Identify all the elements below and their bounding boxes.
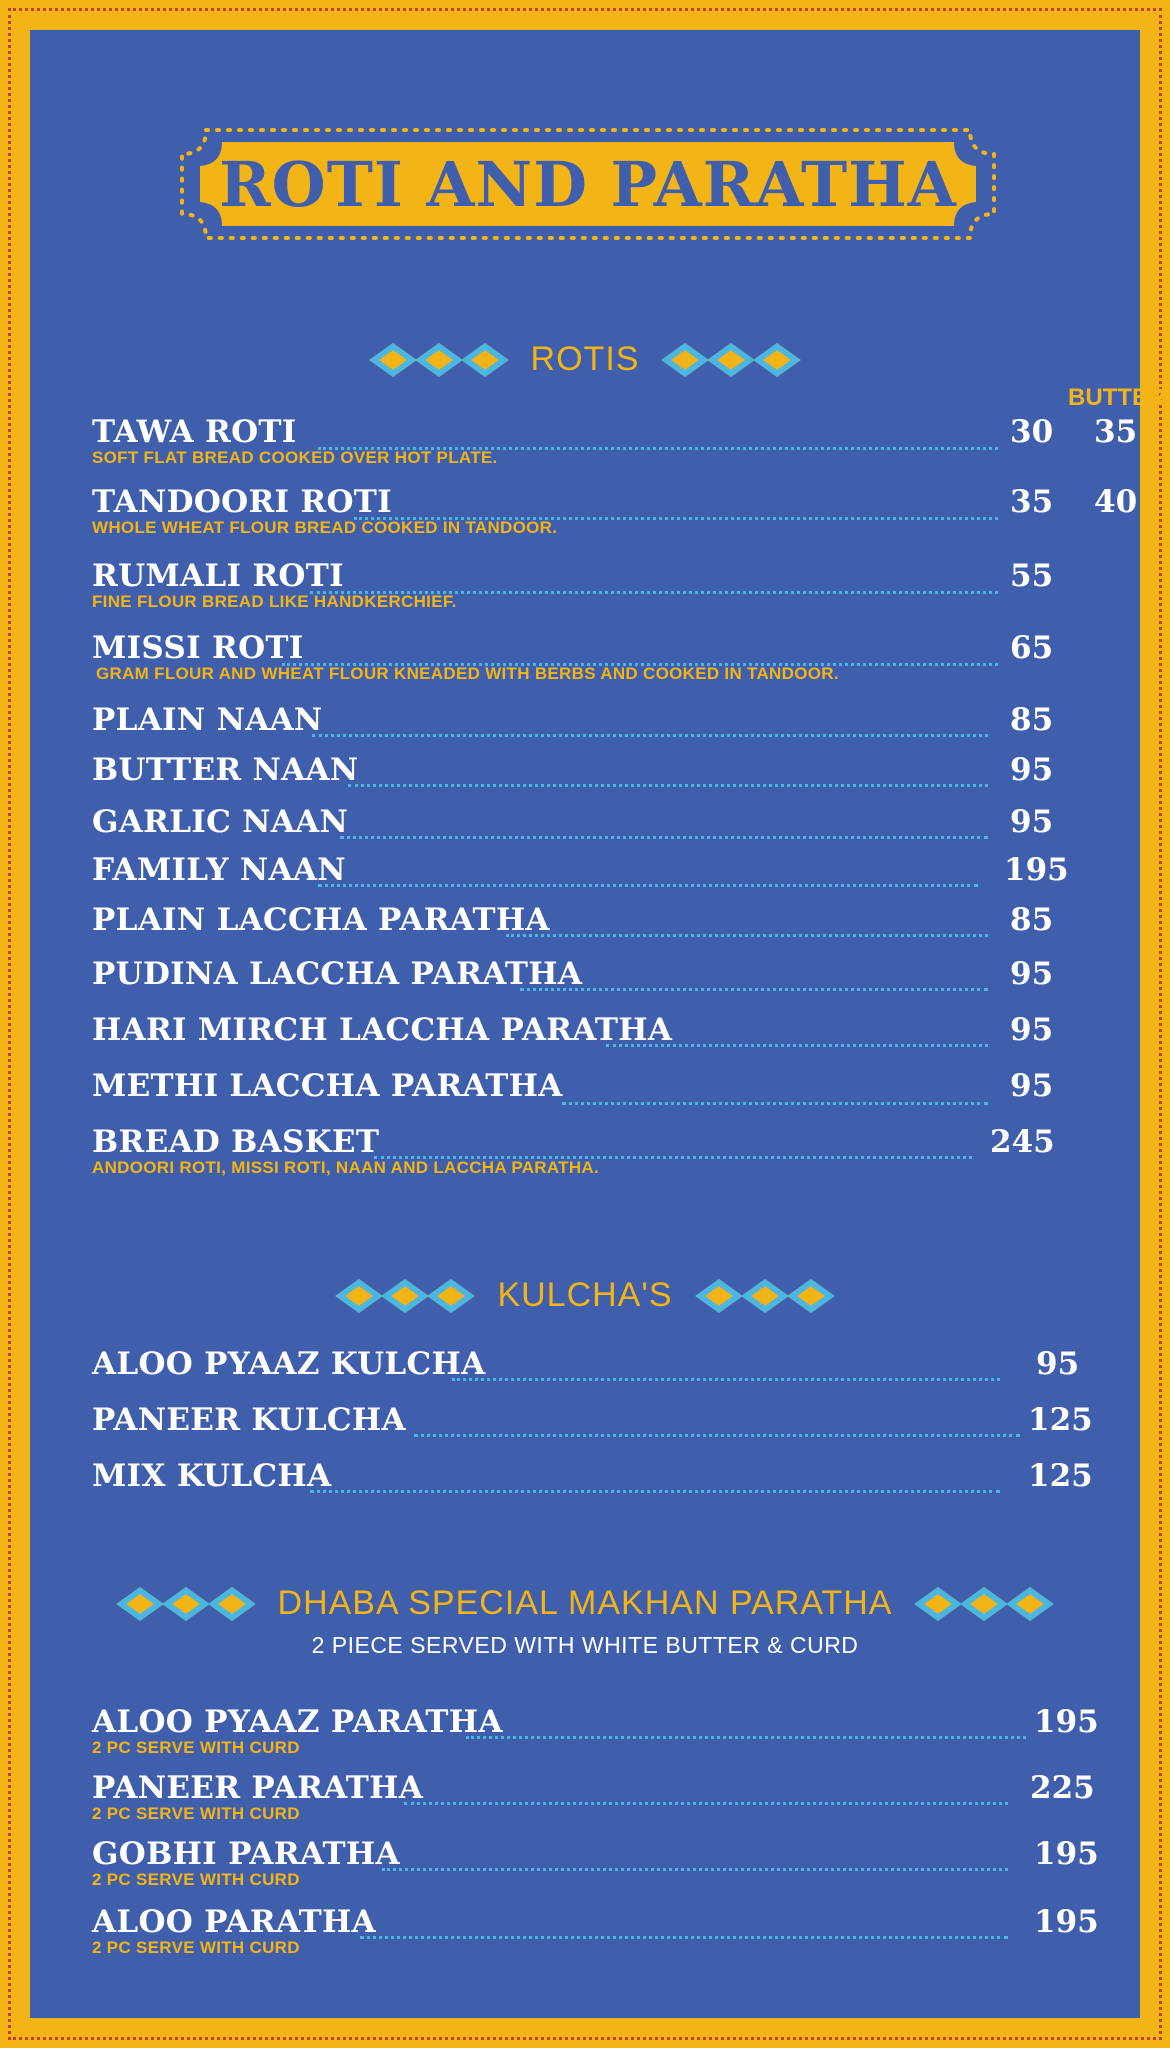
- diamond-icon: [1007, 1587, 1055, 1621]
- section-title-makhan: DHABA SPECIAL MAKHAN PARATHA: [277, 1584, 893, 1622]
- item-price: 195: [1034, 1836, 1099, 1872]
- dotted-leader: [506, 934, 988, 937]
- section-note: 2 PIECE SERVED WITH WHITE BUTTER & CURD: [311, 1632, 859, 1658]
- item-name: MIX KULCHA: [92, 1458, 332, 1494]
- item-price: 65: [1010, 630, 1054, 666]
- item-name: TANDOORI ROTI: [92, 484, 392, 520]
- diamond-icon: [961, 1587, 1009, 1621]
- diamond-icon: [116, 1587, 164, 1621]
- item-price: 85: [1010, 902, 1054, 938]
- diamond-icon: [787, 1279, 835, 1313]
- item-description: GRAM FLOUR AND WHEAT FLOUR KNEADED WITH BERBS AND COOKED IN TANDOOR.: [96, 664, 839, 683]
- item-description: 2 PC SERVE WITH CURD: [92, 1804, 300, 1823]
- dotted-leader: [310, 591, 998, 594]
- title-banner: [178, 110, 998, 258]
- item-name: HARI MIRCH LACCHA PARATHA: [92, 1012, 673, 1048]
- dotted-leader: [466, 1736, 1026, 1739]
- item-name: PANEER KULCHA: [92, 1402, 406, 1438]
- dotted-leader: [340, 836, 988, 839]
- item-name: GARLIC NAAN: [92, 804, 349, 840]
- item-name: RUMALI ROTI: [92, 558, 344, 594]
- item-price: 30: [1010, 414, 1054, 450]
- diamond-icon: [915, 1587, 963, 1621]
- dotted-leader: [348, 784, 988, 787]
- dotted-leader: [282, 663, 998, 666]
- diamond-icon: [695, 1279, 743, 1313]
- diamond-ornament-left: [347, 1284, 463, 1308]
- item-description: 2 PC SERVE WITH CURD: [92, 1738, 300, 1757]
- item-price: 95: [1010, 752, 1054, 788]
- item-description: FINE FLOUR BREAD LIKE HANDKERCHIEF.: [92, 592, 457, 611]
- dotted-leader: [606, 1044, 988, 1047]
- item-name: PLAIN NAAN: [92, 702, 323, 738]
- diamond-icon: [708, 343, 756, 377]
- item-price: 95: [1010, 1068, 1054, 1104]
- item-price: 195: [1004, 852, 1069, 888]
- diamond-icon: [754, 343, 802, 377]
- dotted-leader: [310, 1490, 1000, 1493]
- item-price: 195: [1034, 1704, 1099, 1740]
- diamond-icon: [336, 1279, 384, 1313]
- diamond-icon: [382, 1279, 430, 1313]
- section-title-kulchas: KULCHA'S: [497, 1276, 673, 1314]
- dotted-leader: [312, 734, 988, 737]
- item-price: 95: [1010, 1012, 1054, 1048]
- diamond-icon: [162, 1587, 210, 1621]
- item-name: BREAD BASKET: [92, 1124, 380, 1160]
- dotted-leader: [404, 1802, 1008, 1805]
- diamond-icon: [662, 343, 710, 377]
- item-description: 2 PC SERVE WITH CURD: [92, 1870, 300, 1889]
- item-name: ALOO PYAAZ KULCHA: [92, 1346, 486, 1382]
- item-price: 95: [1010, 956, 1054, 992]
- section-header-kulchas: [0, 1276, 1170, 1315]
- dotted-leader: [318, 447, 998, 450]
- dotted-leader: [360, 1936, 1008, 1939]
- diamond-icon: [415, 343, 463, 377]
- item-name: GOBHI PARATHA: [92, 1836, 400, 1872]
- section-title-rotis: ROTIS: [530, 340, 640, 378]
- diamond-ornament-right: [707, 1284, 823, 1308]
- dotted-leader: [354, 517, 998, 520]
- item-price: 85: [1010, 702, 1054, 738]
- item-name: ALOO PYAAZ PARATHA: [92, 1704, 503, 1740]
- dotted-leader: [452, 1378, 1000, 1381]
- diamond-icon: [208, 1587, 256, 1621]
- item-name: BUTTER NAAN: [92, 752, 359, 788]
- item-price: 95: [1010, 804, 1054, 840]
- item-description: SOFT FLAT BREAD COOKED OVER HOT PLATE.: [92, 448, 498, 467]
- diamond-ornament-right: [926, 1592, 1042, 1616]
- item-name: ALOO PARATHA: [92, 1904, 376, 1940]
- diamond-icon: [461, 343, 509, 377]
- item-price-butter: 35: [1094, 414, 1138, 450]
- diamond-icon: [741, 1279, 789, 1313]
- dotted-leader: [562, 1102, 988, 1105]
- item-name: PANEER PARATHA: [92, 1770, 424, 1806]
- item-name: TAWA ROTI: [92, 414, 297, 450]
- item-price-butter: 40: [1094, 484, 1138, 520]
- item-description: ANDOORI ROTI, MISSI ROTI, NAAN AND LACCHA PARATHA.: [92, 1158, 600, 1177]
- item-price: 195: [1034, 1904, 1099, 1940]
- item-name: PUDINA LACCHA PARATHA: [92, 956, 583, 992]
- item-price: 125: [1028, 1458, 1093, 1494]
- item-description: WHOLE WHEAT FLOUR BREAD COOKED IN TANDOOR.: [92, 518, 558, 537]
- item-price: 55: [1010, 558, 1054, 594]
- diamond-ornament-left: [381, 348, 497, 372]
- page-title: ROTI AND PARATHA: [219, 147, 957, 221]
- item-price: 35: [1010, 484, 1054, 520]
- item-price: 245: [990, 1124, 1055, 1160]
- item-price: 125: [1028, 1402, 1093, 1438]
- item-price: 95: [1036, 1346, 1080, 1382]
- dotted-leader: [382, 1868, 1008, 1871]
- item-name: FAMILY NAAN: [92, 852, 346, 888]
- diamond-icon: [369, 343, 417, 377]
- item-price: 225: [1030, 1770, 1095, 1806]
- butter-column-header: BUTTER: [1068, 384, 1166, 411]
- item-name: MISSI ROTI: [92, 630, 304, 666]
- item-name: METHI LACCHA PARATHA: [92, 1068, 563, 1104]
- diamond-ornament-left: [128, 1592, 244, 1616]
- item-name: PLAIN LACCHA PARATHA: [92, 902, 550, 938]
- item-description: 2 PC SERVE WITH CURD: [92, 1938, 300, 1957]
- dotted-leader: [374, 1156, 972, 1159]
- dotted-leader: [520, 988, 988, 991]
- section-header-makhan: [0, 1584, 1170, 1623]
- diamond-ornament-right: [673, 348, 789, 372]
- diamond-icon: [428, 1279, 476, 1313]
- section-header-rotis: [0, 340, 1170, 379]
- dotted-leader: [318, 884, 978, 887]
- dotted-leader: [414, 1434, 1020, 1437]
